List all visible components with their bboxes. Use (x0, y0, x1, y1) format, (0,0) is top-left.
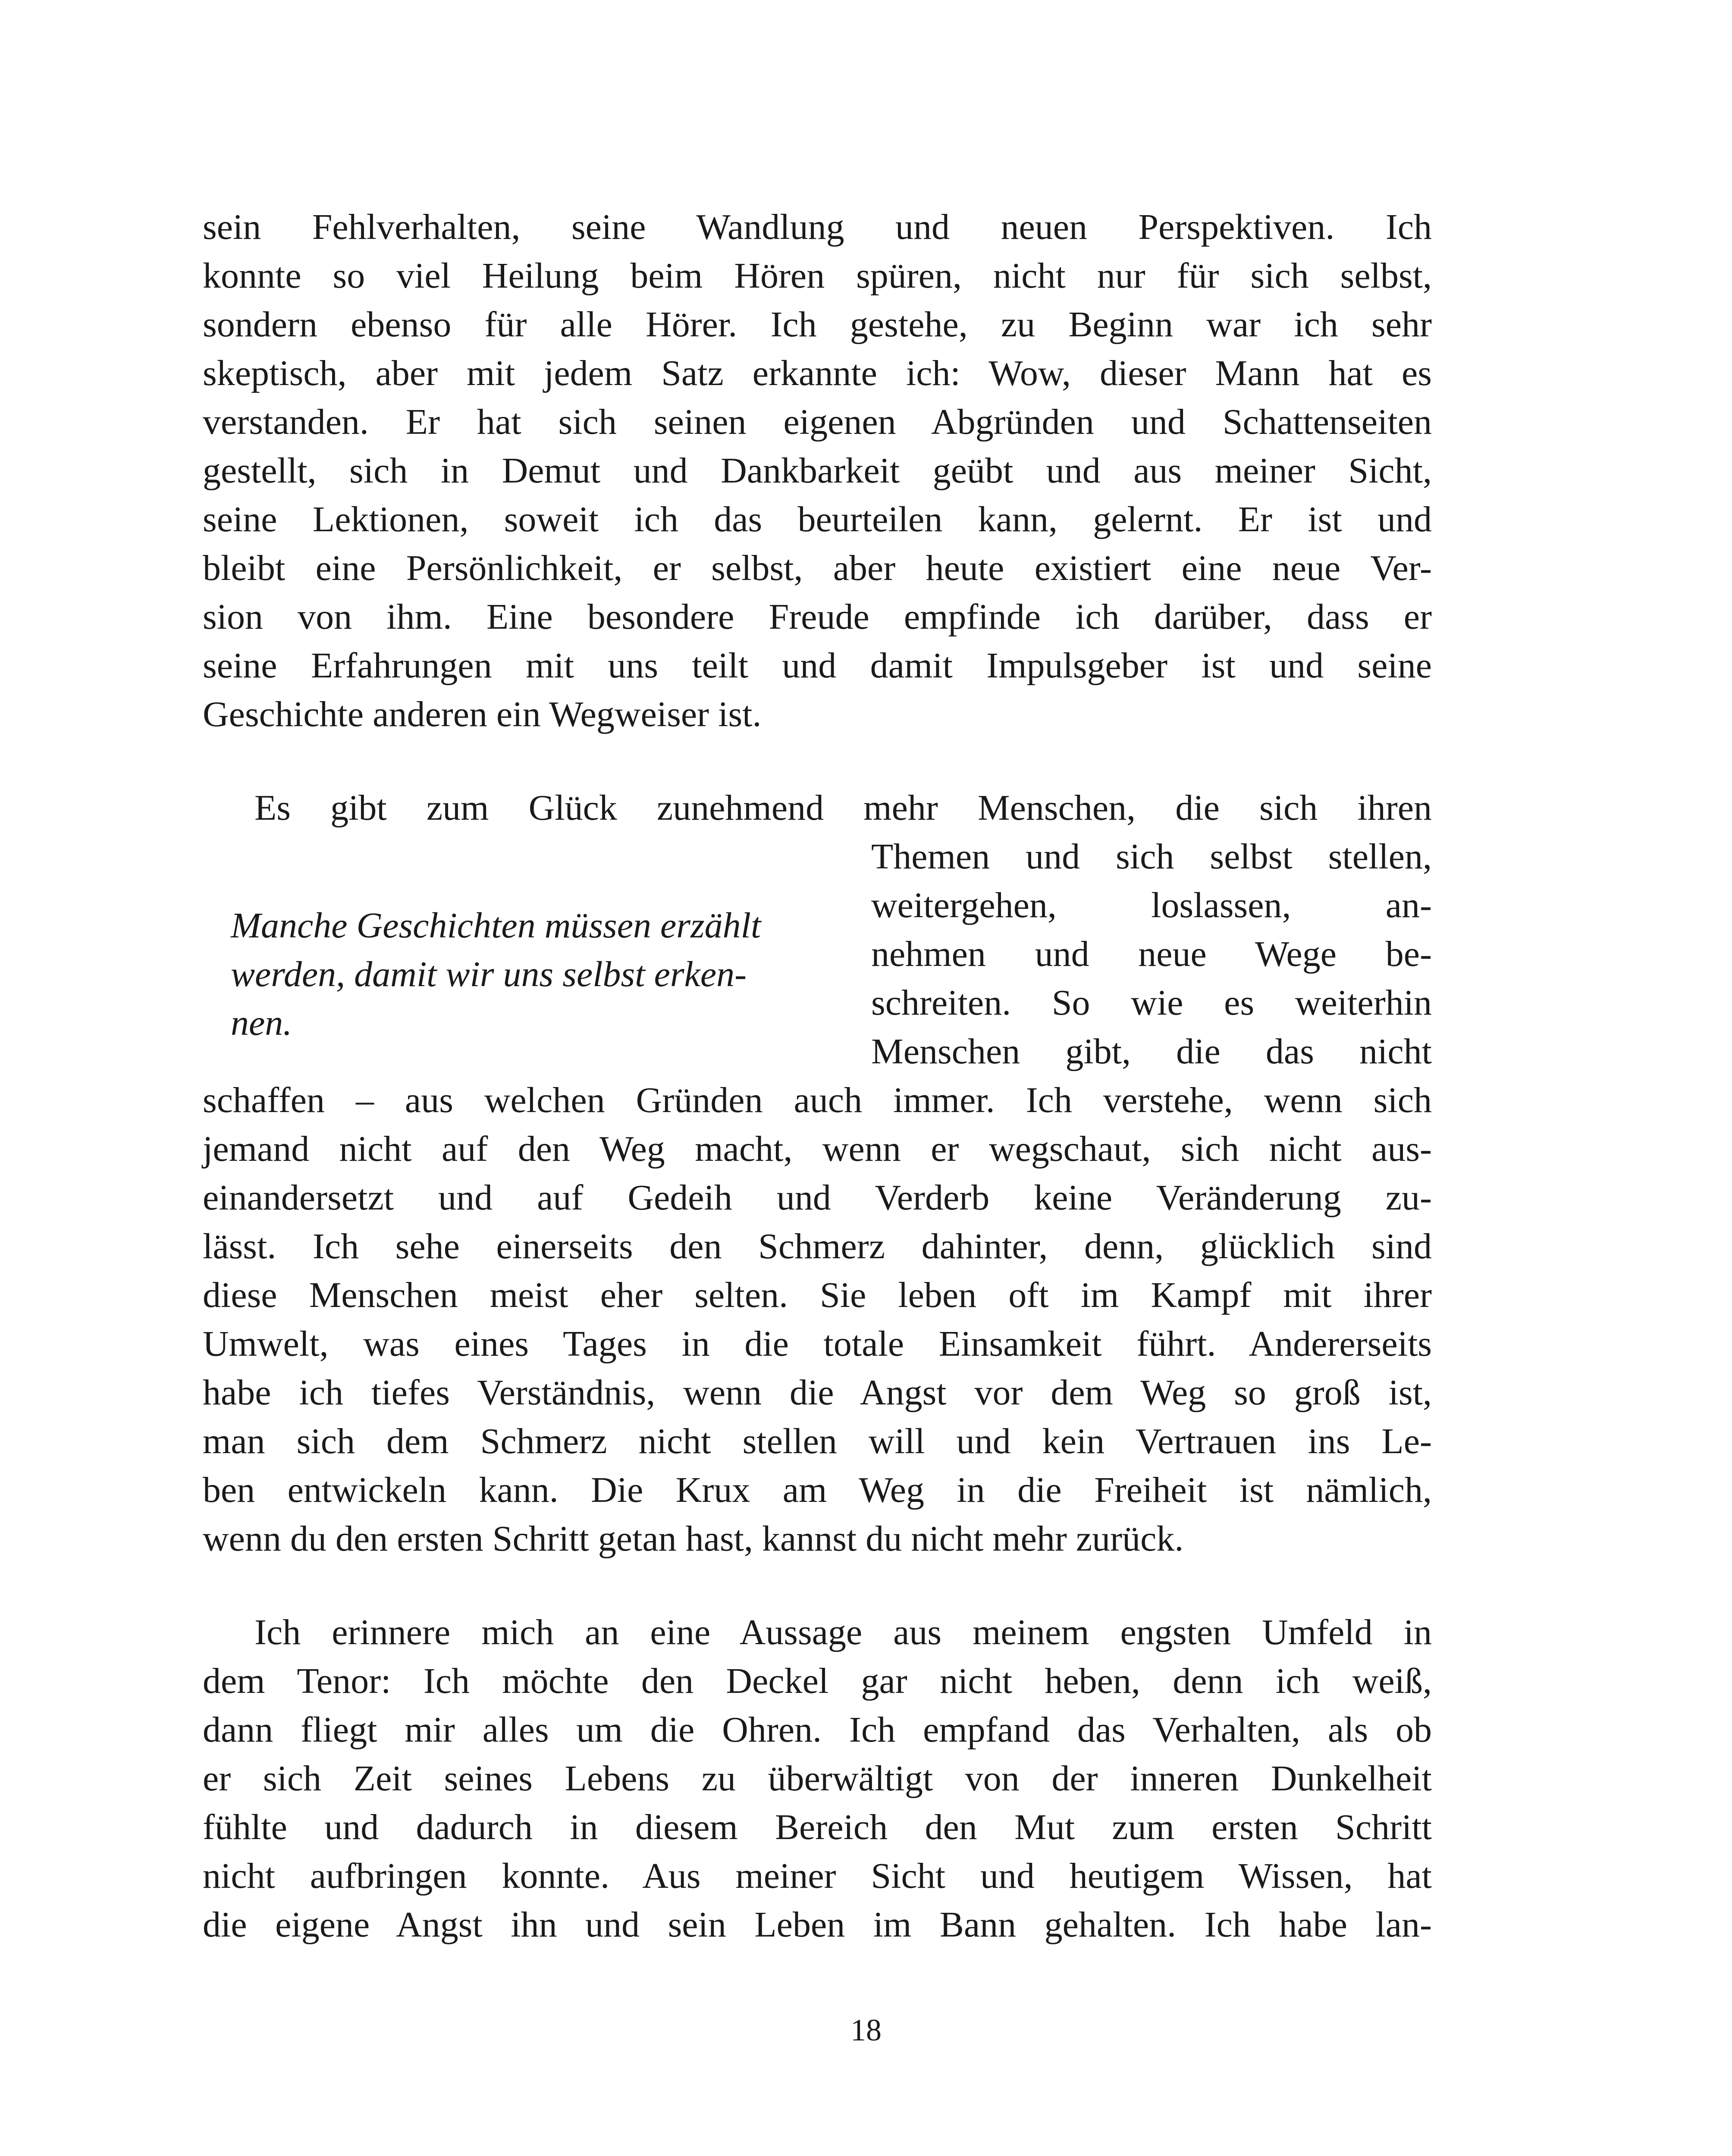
text-line: habe ich tiefes Verständnis, wenn die Angst vor dem Weg so groß ist, (203, 1373, 1432, 1413)
text-line: skeptisch, aber mit jedem Satz erkannte ich: Wow, dieser Mann hat es (203, 353, 1432, 393)
text-line: Menschen gibt, die das nicht (871, 1031, 1432, 1072)
text-line: dann fliegt mir alles um die Ohren. Ich empfand das Verhalten, als ob (203, 1710, 1432, 1750)
text-line: ben entwickeln kann. Die Krux am Weg in die Freiheit ist nämlich, (203, 1470, 1432, 1510)
text-line: bleibt eine Persönlichkeit, er selbst, aber heute existiert eine neue Ver- (203, 548, 1432, 588)
text-line: dem Tenor: Ich möchte den Deckel gar nicht heben, denn ich weiß, (203, 1661, 1432, 1701)
pull-quote-line: nen. (231, 1003, 292, 1043)
text-line: er sich Zeit seines Lebens zu überwältigt von der inneren Dunkelheit (203, 1758, 1432, 1799)
text-line: konnte so viel Heilung beim Hören spüren, nicht nur für sich selbst, (203, 256, 1432, 296)
text-line: jemand nicht auf den Weg macht, wenn er wegschaut, sich nicht aus- (203, 1129, 1432, 1169)
text-line: lässt. Ich sehe einerseits den Schmerz dahinter, denn, glücklich sind (203, 1226, 1432, 1266)
text-line: schreiten. So wie es weiterhin (871, 983, 1432, 1023)
pull-quote (231, 901, 830, 1047)
text-line: Geschichte anderen ein Wegweiser ist. (203, 694, 762, 734)
text-line: diese Menschen meist eher selten. Sie leben oft im Kampf mit ihrer (203, 1275, 1432, 1315)
pull-quote-line: werden, damit wir uns selbst erken- (231, 954, 747, 994)
page-number: 18 (850, 2013, 882, 2047)
text-line: fühlte und dadurch in diesem Bereich den Mut zum ersten Schritt (203, 1807, 1432, 1847)
text-line: Es gibt zum Glück zunehmend mehr Menschen, die sich ihren (254, 788, 1432, 828)
text-line: verstanden. Er hat sich seinen eigenen Abgründen und Schattenseiten (203, 402, 1432, 442)
text-line: sondern ebenso für alle Hörer. Ich gestehe, zu Beginn war ich sehr (203, 304, 1432, 345)
text-line: die eigene Angst ihn und sein Leben im Bann gehalten. Ich habe lan- (203, 1905, 1432, 1945)
text-line: einandersetzt und auf Gedeih und Verderb keine Veränderung zu- (203, 1178, 1432, 1218)
text-line: Themen und sich selbst stellen, (871, 837, 1432, 877)
text-line: schaffen – aus welchen Gründen auch immer. Ich verstehe, wenn sich (203, 1080, 1432, 1120)
text-line: wenn du den ersten Schritt getan hast, kannst du nicht mehr zurück. (203, 1519, 1184, 1559)
pull-quote-line: Manche Geschichten müssen erzählt (231, 906, 761, 946)
text-line: weitergehen, loslassen, an- (871, 885, 1432, 925)
text-line: Umwelt, was eines Tages in die totale Einsamkeit führt. Andererseits (203, 1324, 1432, 1364)
text-line: seine Lektionen, soweit ich das beurteilen kann, gelernt. Er ist und (203, 499, 1432, 539)
text-line: sion von ihm. Eine besondere Freude empfinde ich darüber, dass er (203, 597, 1432, 637)
text-line: nehmen und neue Wege be- (871, 934, 1432, 974)
text-line: Ich erinnere mich an eine Aussage aus meinem engsten Umfeld in (254, 1612, 1432, 1652)
text-line: seine Erfahrungen mit uns teilt und damit Impulsgeber ist und seine (203, 646, 1432, 686)
text-line: man sich dem Schmerz nicht stellen will und kein Vertrauen ins Le- (203, 1421, 1432, 1461)
text-line: sein Fehlverhalten, seine Wandlung und neuen Perspektiven. Ich (203, 207, 1432, 247)
text-line: gestellt, sich in Demut und Dankbarkeit geübt und aus meiner Sicht, (203, 451, 1432, 491)
text-line: nicht aufbringen konnte. Aus meiner Sicht und heutigem Wissen, hat (203, 1856, 1432, 1896)
